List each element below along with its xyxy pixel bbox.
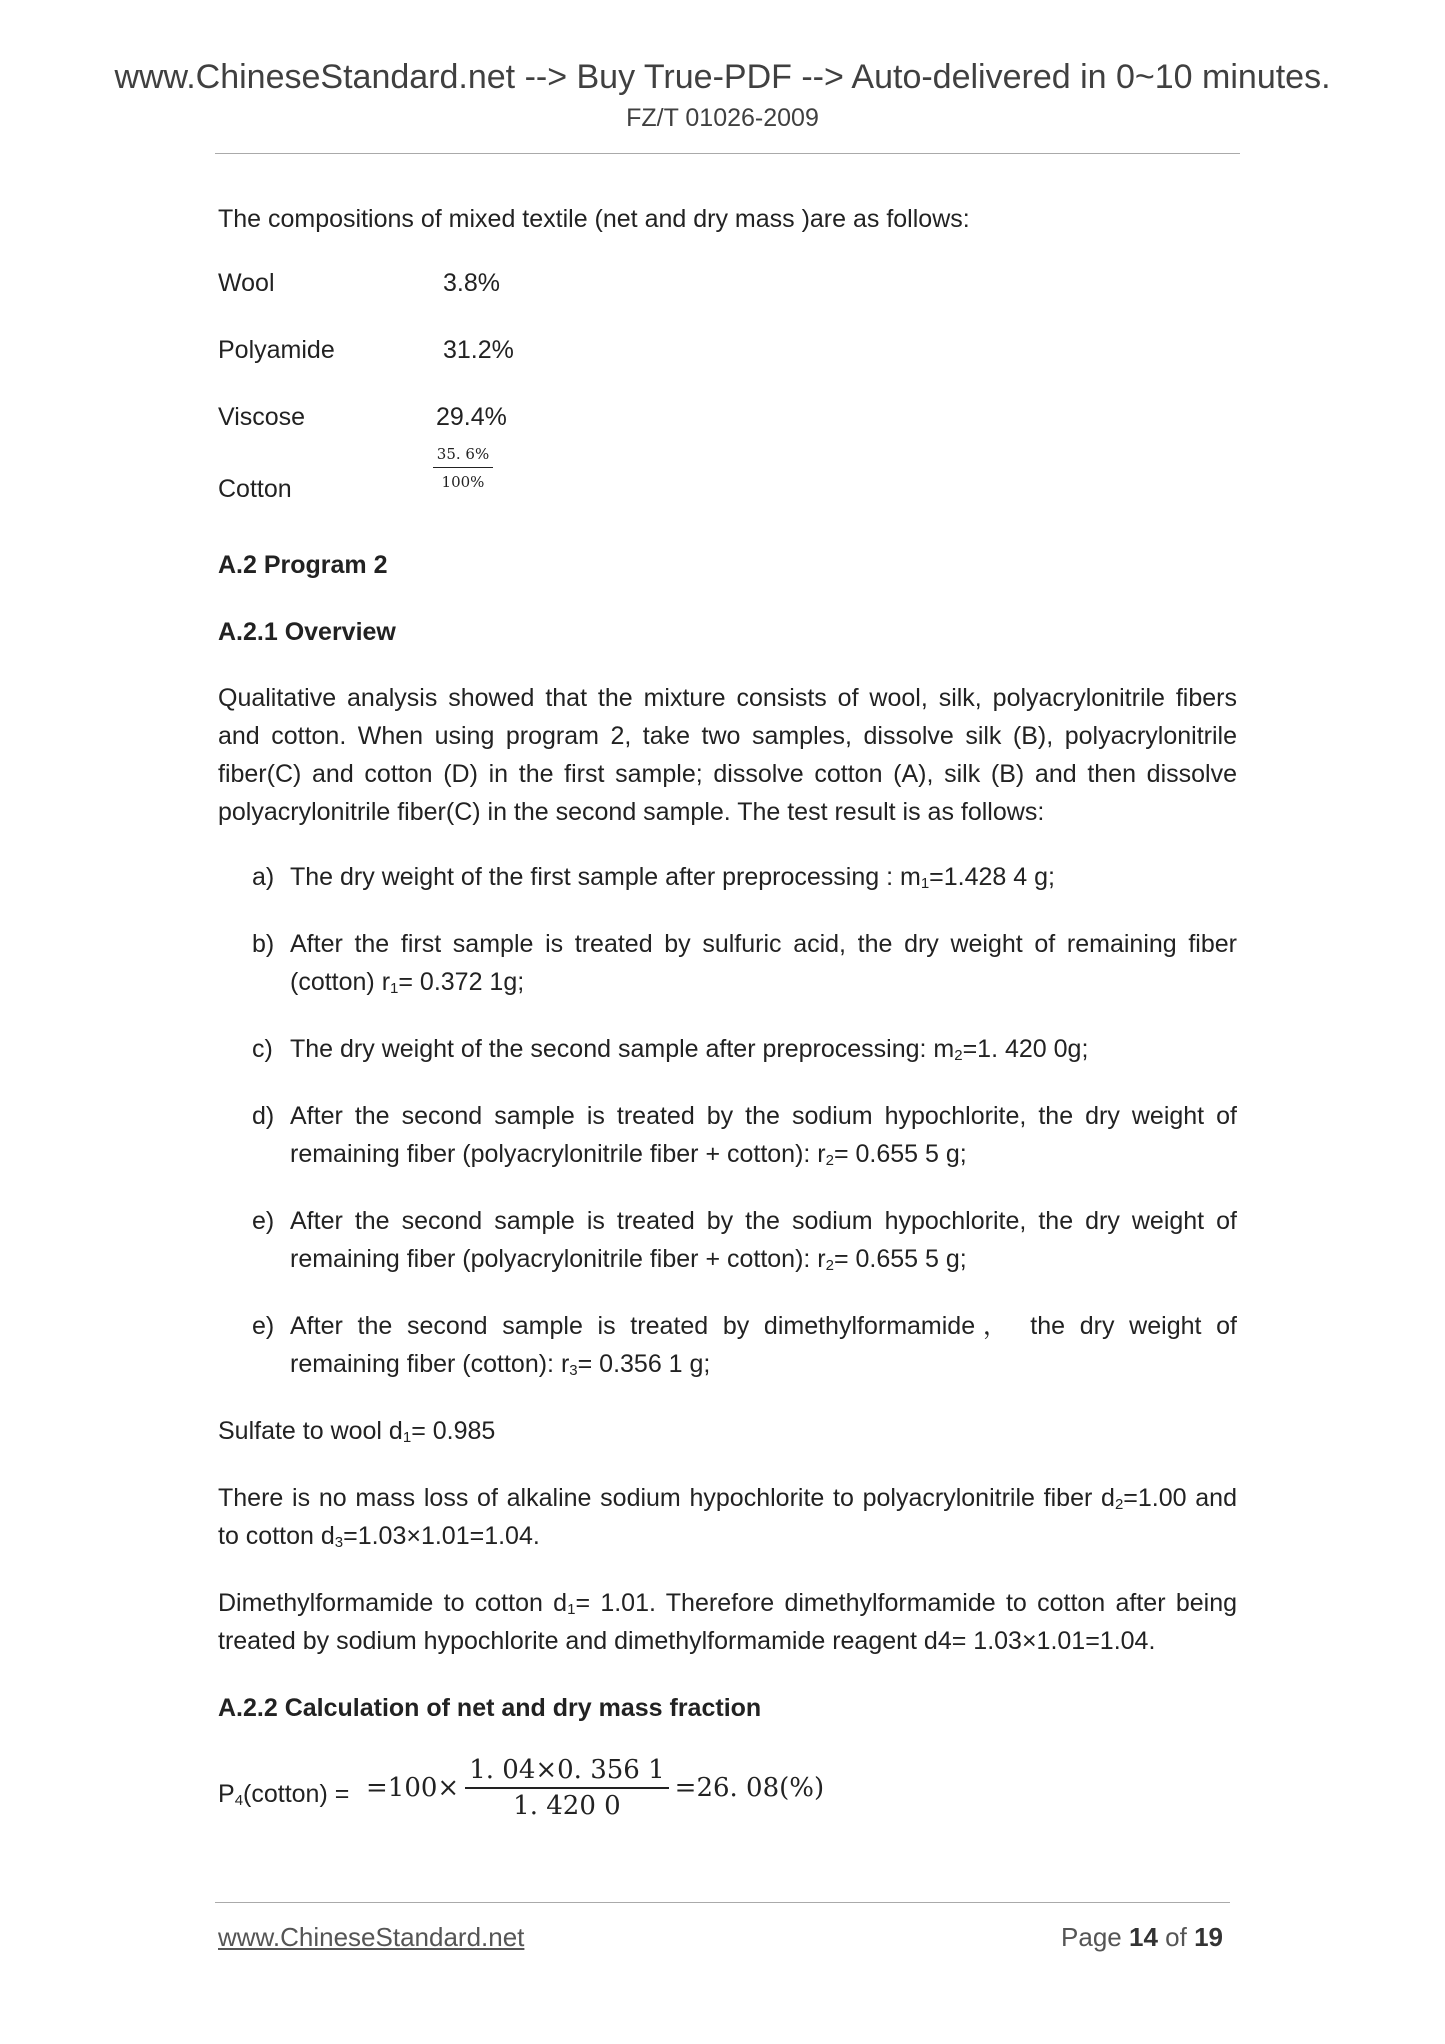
cotton-fraction-formula [366, 1755, 824, 1821]
section-a22-heading: A.2.2 Calculation of net and dry mass fraction [218, 1694, 762, 1722]
sulfate-paragraph: Sulfate to wool $d_1= 0.985$ [218, 1417, 496, 1446]
composition-label-cotton: Cotton [218, 475, 292, 503]
total-percent: 100% [441, 473, 485, 491]
composition-label-polyamide: Polyamide [218, 336, 335, 364]
dmf-paragraph: Dimethylformamide to cotton $d_1= 1.01$. Therefore dimethylformamide to cotton after being treated by sodium hypochlorite and dimethylformamide reagent d4= 1.03×1.01=1.04. [218, 1589, 1237, 1655]
header-divider [215, 153, 1240, 154]
composition-label-wool: Wool [218, 269, 275, 297]
item-marker: a) [252, 863, 275, 891]
composition-value-cotton [433, 445, 493, 491]
item-marker: c) [252, 1035, 273, 1063]
item-marker: e) [252, 1207, 275, 1235]
formula-numerator: 1. 04×0. 356 1 [465, 1755, 668, 1789]
formula-lhs: $P_4(cotton)$ = [218, 1780, 350, 1809]
formula-fraction [465, 1755, 668, 1821]
standard-number: FZ/T 01026-2009 [626, 104, 819, 132]
alkaline-paragraph: There is no mass loss of alkaline sodium hypochlorite to polyacrylonitrile fiber $d_2=1.00$ and to cotton $d_3=1.03\times 1.01=1.04$. [218, 1484, 1237, 1551]
composition-value-viscose: 29.4% [436, 403, 507, 431]
item-marker: d) [252, 1102, 275, 1130]
page-indicator: Page 14 of 19 [1061, 1922, 1223, 1952]
item-marker: b) [252, 930, 275, 958]
overview-paragraph: Qualitative analysis showed that the mixture consists of wool, silk, polyacrylonitrile fibers and cotton. When using program 2, take two samples, dissolve silk (B), polyacrylonitrile fiber(C) and cotton (D) in the first sample; dissolve cotton (A), silk (B) and then dissolve polyacrylonitrile fiber(C) in the second sample. The test result is as follows: [218, 684, 1237, 826]
composition-value-polyamide: 31.2% [443, 336, 514, 364]
intro-text: The compositions of mixed textile (net and dry mass )are as follows: [218, 205, 970, 233]
formula-denominator: 1. 420 0 [513, 1791, 621, 1821]
composition-label-viscose: Viscose [218, 403, 306, 431]
composition-value-wool: 3.8% [443, 269, 500, 297]
formula-result: =26. 08(%) [674, 1773, 825, 1803]
cotton-percent: 35. 6% [433, 445, 493, 468]
section-a21-heading: A.2.1 Overview [218, 618, 396, 646]
footer-site-link[interactable]: www.ChineseStandard.net [218, 1922, 525, 1952]
section-a2-heading: A.2 Program 2 [218, 551, 388, 579]
header-banner: www.ChineseStandard.net --> Buy True-PDF --> Auto-delivered in 0~10 minutes. [114, 58, 1331, 96]
formula-prefix: =100× [366, 1773, 460, 1803]
item-marker: e) [252, 1312, 275, 1340]
footer-divider [215, 1902, 1230, 1903]
